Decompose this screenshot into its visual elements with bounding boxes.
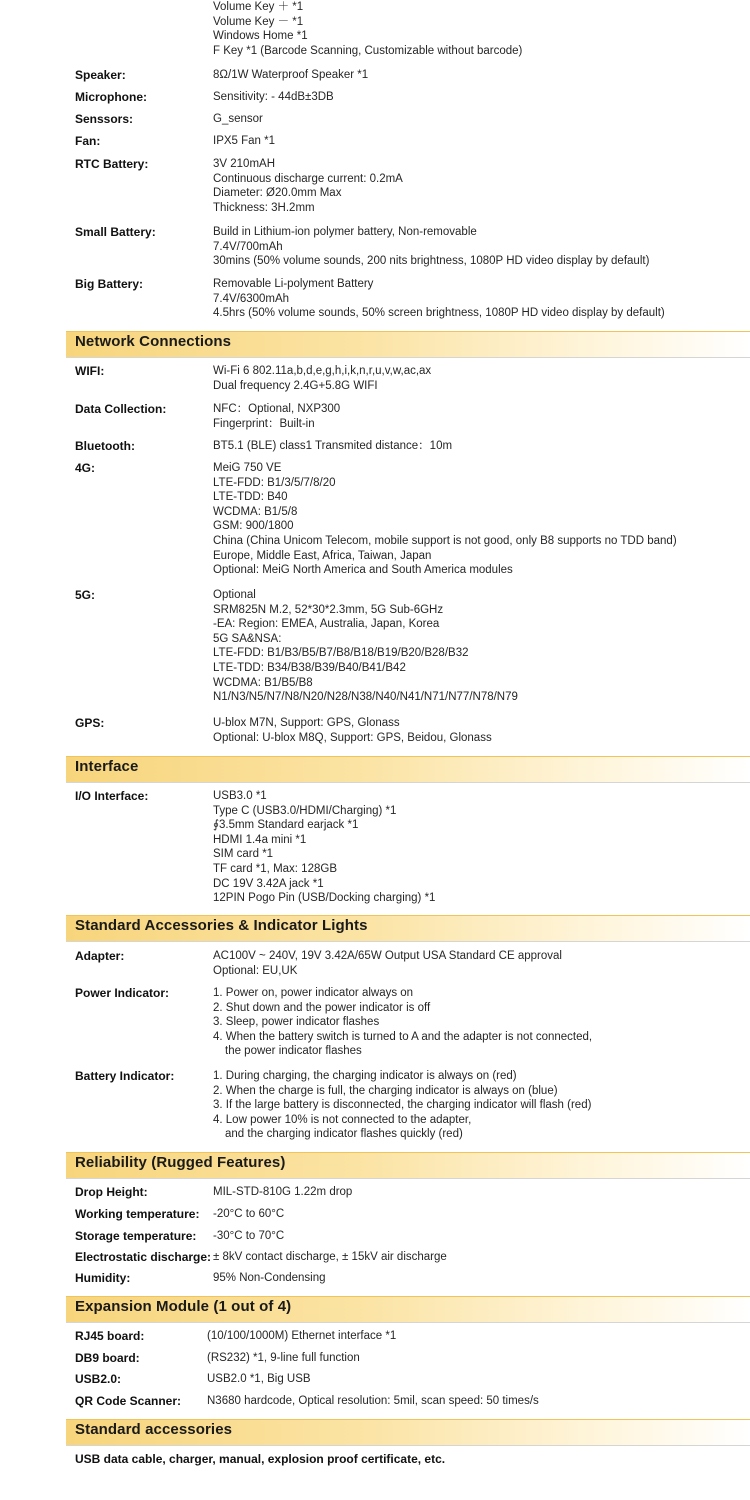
spec-value: HDMI 1.4a mini *1 bbox=[213, 833, 307, 846]
spec-value: 3. Sleep, power indicator flashes bbox=[213, 1016, 380, 1029]
standard-accessories-list: USB data cable, charger, manual, explosion proof certificate, etc. bbox=[75, 1452, 446, 1466]
spec-line: Volume Key － *1 bbox=[213, 15, 304, 28]
spec-label: Small Battery: bbox=[75, 225, 156, 239]
spec-label: I/O Interface: bbox=[75, 789, 149, 803]
spec-value: SIM card *1 bbox=[213, 848, 274, 861]
spec-label: Storage temperature: bbox=[75, 1229, 197, 1243]
spec-label: DB9 board: bbox=[75, 1351, 140, 1365]
spec-value: WCDMA: B1/5/8 bbox=[213, 505, 298, 518]
spec-value: Diameter: Ø20.0mm Max bbox=[213, 187, 342, 200]
spec-value: 7.4V/6300mAh bbox=[213, 292, 290, 305]
section-header-expansion bbox=[66, 1296, 750, 1322]
section-title: Expansion Module (1 out of 4) bbox=[75, 1298, 292, 1315]
spec-value: Optional: MeiG North America and South America modules bbox=[213, 564, 513, 577]
spec-label: RTC Battery: bbox=[75, 157, 149, 171]
spec-value: the power indicator flashes bbox=[225, 1045, 362, 1058]
spec-value: -20°C to 60°C bbox=[213, 1208, 285, 1220]
spec-value: AC100V ~ 240V, 19V 3.42A/65W Output USA Standard CE approval bbox=[213, 950, 562, 962]
spec-value: 1. During charging, the charging indicator is always on (red) bbox=[213, 1070, 517, 1082]
spec-value: 12PIN Pogo Pin (USB/Docking charging) *1 bbox=[213, 892, 436, 905]
spec-value: China (China Unicom Telecom, mobile support is not good, only B8 supports no TDD band) bbox=[213, 534, 677, 547]
spec-label: QR Code Scanner: bbox=[75, 1394, 182, 1408]
section-header-reliability bbox=[66, 1152, 750, 1178]
spec-value: 5G SA&NSA: bbox=[213, 632, 282, 645]
spec-label: RJ45 board: bbox=[75, 1329, 145, 1343]
spec-value: DC 19V 3.42A jack *1 bbox=[213, 877, 324, 890]
spec-line: F Key *1 (Barcode Scanning, Customizable without barcode) bbox=[213, 44, 523, 57]
section-title: Interface bbox=[75, 758, 139, 775]
spec-label: USB2.0: bbox=[75, 1372, 122, 1386]
spec-value: LTE-FDD: B1/B3/B5/B7/B8/B18/B19/B20/B28/B32 bbox=[213, 647, 469, 660]
spec-value: Continuous discharge current: 0.2mA bbox=[213, 172, 403, 185]
spec-value: 30mins (50% volume sounds, 200 nits brightness, 1080P HD video display by default) bbox=[213, 255, 650, 268]
spec-value: LTE-FDD: B1/3/5/7/8/20 bbox=[213, 476, 336, 489]
spec-value: N1/N3/N5/N7/N8/N20/N28/N38/N40/N41/N71/N77/N78/N79 bbox=[213, 691, 518, 704]
spec-value: LTE-TDD: B40 bbox=[213, 491, 288, 504]
spec-label: Senssors: bbox=[75, 112, 134, 126]
spec-label: Microphone: bbox=[75, 90, 147, 104]
section-title: Network Connections bbox=[75, 333, 232, 350]
spec-value: ± 8kV contact discharge, ± 15kV air discharge bbox=[213, 1251, 447, 1263]
spec-value: TF card *1, Max: 128GB bbox=[213, 862, 337, 875]
spec-label: Drop Height: bbox=[75, 1185, 148, 1199]
divider bbox=[66, 1445, 750, 1446]
section-header-interface bbox=[66, 756, 750, 782]
spec-value: (RS232) *1, 9-line full function bbox=[207, 1352, 360, 1364]
spec-value: 4.5hrs (50% volume sounds, 50% screen brightness, 1080P HD video display by default) bbox=[213, 307, 665, 320]
section-title: Standard Accessories & Indicator Lights bbox=[75, 917, 368, 934]
spec-label: Electrostatic discharge: bbox=[75, 1250, 212, 1264]
spec-value: 3V 210mAH bbox=[213, 158, 276, 170]
spec-value: -30°C to 70°C bbox=[213, 1230, 285, 1242]
spec-value: NFC：Optional, NXP300 bbox=[213, 403, 341, 415]
spec-value: Dual frequency 2.4G+5.8G WIFI bbox=[213, 379, 378, 392]
spec-value: 1. Power on, power indicator always on bbox=[213, 987, 414, 999]
spec-value: -EA: Region: EMEA, Australia, Japan, Korea bbox=[213, 618, 440, 631]
spec-value: Optional: U-blox M8Q, Support: GPS, Beidou, Glonass bbox=[213, 731, 492, 744]
spec-value: 95% Non-Condensing bbox=[213, 1272, 326, 1284]
divider bbox=[66, 782, 750, 783]
spec-label: Bluetooth: bbox=[75, 439, 135, 453]
spec-value: 7.4V/700mAh bbox=[213, 240, 283, 253]
spec-line: Windows Home *1 bbox=[213, 30, 308, 43]
spec-value: Thickness: 3H.2mm bbox=[213, 201, 315, 214]
spec-value: (10/100/1000M) Ethernet interface *1 bbox=[207, 1330, 397, 1342]
divider bbox=[66, 1322, 750, 1323]
spec-value: LTE-TDD: B34/B38/B39/B40/B41/B42 bbox=[213, 661, 406, 674]
spec-value: Optional bbox=[213, 589, 256, 601]
spec-value: 4. Low power 10% is not connected to the adapter, bbox=[213, 1113, 472, 1126]
spec-value: USB2.0 *1, Big USB bbox=[207, 1373, 311, 1385]
spec-label: Humidity: bbox=[75, 1271, 131, 1285]
divider bbox=[66, 941, 750, 942]
spec-label: Battery Indicator: bbox=[75, 1069, 175, 1083]
section-header-standard-accessories bbox=[66, 1419, 750, 1445]
spec-value: USB3.0 *1 bbox=[213, 790, 267, 802]
spec-value: Build in Lithium-ion polymer battery, Non-removable bbox=[213, 226, 477, 238]
spec-value: 2. Shut down and the power indicator is off bbox=[213, 1001, 431, 1014]
spec-value: MIL-STD-810G 1.22m drop bbox=[213, 1186, 353, 1198]
divider bbox=[66, 357, 750, 358]
spec-value: 8Ω/1W Waterproof Speaker *1 bbox=[213, 69, 369, 81]
spec-label: Data Collection: bbox=[75, 402, 167, 416]
spec-value: Fingerprint：Built-in bbox=[213, 417, 315, 430]
spec-value: GSM: 900/1800 bbox=[213, 520, 294, 533]
spec-value: 4. When the battery switch is turned to A and the adapter is not connected, bbox=[213, 1030, 593, 1043]
spec-value: G_sensor bbox=[213, 113, 263, 125]
spec-value: 2. When the charge is full, the charging indicator is always on (blue) bbox=[213, 1084, 558, 1097]
spec-label: Big Battery: bbox=[75, 277, 144, 291]
section-title: Standard accessories bbox=[75, 1421, 233, 1438]
section-header-network bbox=[66, 331, 750, 357]
spec-value: 3. If the large battery is disconnected, the charging indicator will flash (red) bbox=[213, 1099, 592, 1112]
spec-value: SRM825N M.2, 52*30*2.3mm, 5G Sub-6GHz bbox=[213, 603, 444, 616]
spec-label: WIFI: bbox=[75, 364, 105, 378]
section-title: Reliability (Rugged Features) bbox=[75, 1154, 286, 1171]
spec-value: N3680 hardcode, Optical resolution: 5mil, scan speed: 50 times/s bbox=[207, 1395, 539, 1407]
spec-value: Sensitivity: - 44dB±3DB bbox=[213, 91, 334, 103]
spec-label: 4G: bbox=[75, 461, 96, 475]
section-header-accessories-lights bbox=[66, 915, 750, 941]
spec-line: Volume Key ＋ *1 bbox=[213, 1, 304, 13]
spec-value: Europe, Middle East, Africa, Taiwan, Japan bbox=[213, 549, 432, 562]
spec-value: BT5.1 (BLE) class1 Transmited distance：10m bbox=[213, 440, 453, 452]
spec-value: WCDMA: B1/B5/B8 bbox=[213, 676, 313, 689]
spec-value: and the charging indicator flashes quickly (red) bbox=[225, 1128, 463, 1141]
spec-value: IPX5 Fan *1 bbox=[213, 135, 276, 147]
spec-label: Speaker: bbox=[75, 68, 126, 82]
spec-value: ∮3.5mm Standard earjack *1 bbox=[213, 819, 359, 832]
spec-label: Working temperature: bbox=[75, 1207, 200, 1221]
spec-value: Type C (USB3.0/HDMI/Charging) *1 bbox=[213, 804, 397, 817]
spec-value: U-blox M7N, Support: GPS, Glonass bbox=[213, 717, 400, 729]
spec-value: Optional: EU,UK bbox=[213, 964, 298, 977]
spec-label: 5G: bbox=[75, 588, 96, 602]
spec-label: GPS: bbox=[75, 716, 105, 730]
spec-label: Power Indicator: bbox=[75, 986, 170, 1000]
divider bbox=[66, 1178, 750, 1179]
spec-label: Adapter: bbox=[75, 949, 125, 963]
spec-label: Fan: bbox=[75, 134, 101, 148]
spec-value: Removable Li-polyment Battery bbox=[213, 278, 374, 290]
spec-value: MeiG 750 VE bbox=[213, 462, 282, 474]
spec-value: Wi-Fi 6 802.11a,b,d,e,g,h,i,k,n,r,u,v,w,ac,ax bbox=[213, 365, 432, 377]
